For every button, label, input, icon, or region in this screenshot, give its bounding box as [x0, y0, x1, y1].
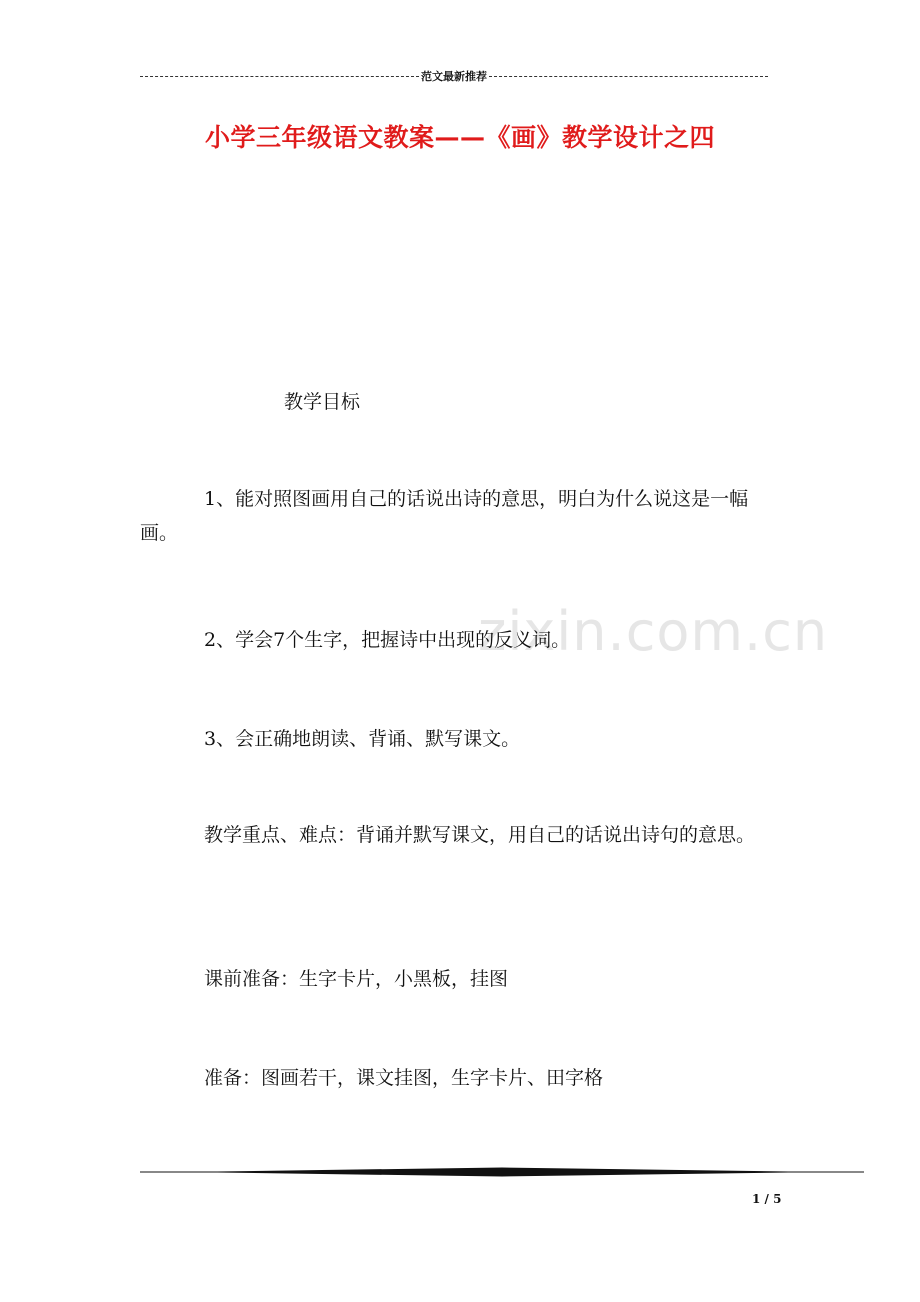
footer-rule	[140, 1166, 864, 1178]
objectives-heading-text: 教学目标	[284, 391, 361, 413]
goal-item-1	[140, 482, 785, 550]
goal-3-text: 3、会正确地朗读、背诵、默写课文。	[204, 728, 521, 750]
preparation-paragraph	[140, 1061, 785, 1095]
key-points-paragraph	[140, 818, 785, 852]
goal-item-3	[140, 722, 785, 756]
watermark: zixin.com.cn	[478, 600, 829, 663]
goal-1-text: 1、能对照图画用自己的话说出诗的意思，明白为什么说这是一幅画。	[140, 488, 749, 544]
pre-class-paragraph	[140, 962, 785, 996]
key-points-text: 教学重点、难点：背诵并默写课文，用自己的话说出诗句的意思。	[204, 824, 756, 846]
pre-class-text: 课前准备：生字卡片，小黑板，挂图	[204, 968, 509, 990]
section-heading-objectives	[140, 385, 785, 419]
page-header	[140, 68, 768, 84]
header-dash-right	[489, 76, 768, 77]
preparation-text: 准备：图画若干，课文挂图，生字卡片、田字格	[204, 1067, 604, 1089]
header-label: 范文最新推荐	[421, 70, 487, 83]
goal-item-2	[140, 623, 785, 657]
document-title: 小学三年级语文教案——《画》教学设计之四	[204, 123, 715, 152]
goal-2-text: 2、学会7个生字，把握诗中出现的反义词。	[204, 629, 571, 651]
page-number: 1 / 5	[752, 1192, 782, 1206]
header-dash-left	[140, 76, 419, 77]
